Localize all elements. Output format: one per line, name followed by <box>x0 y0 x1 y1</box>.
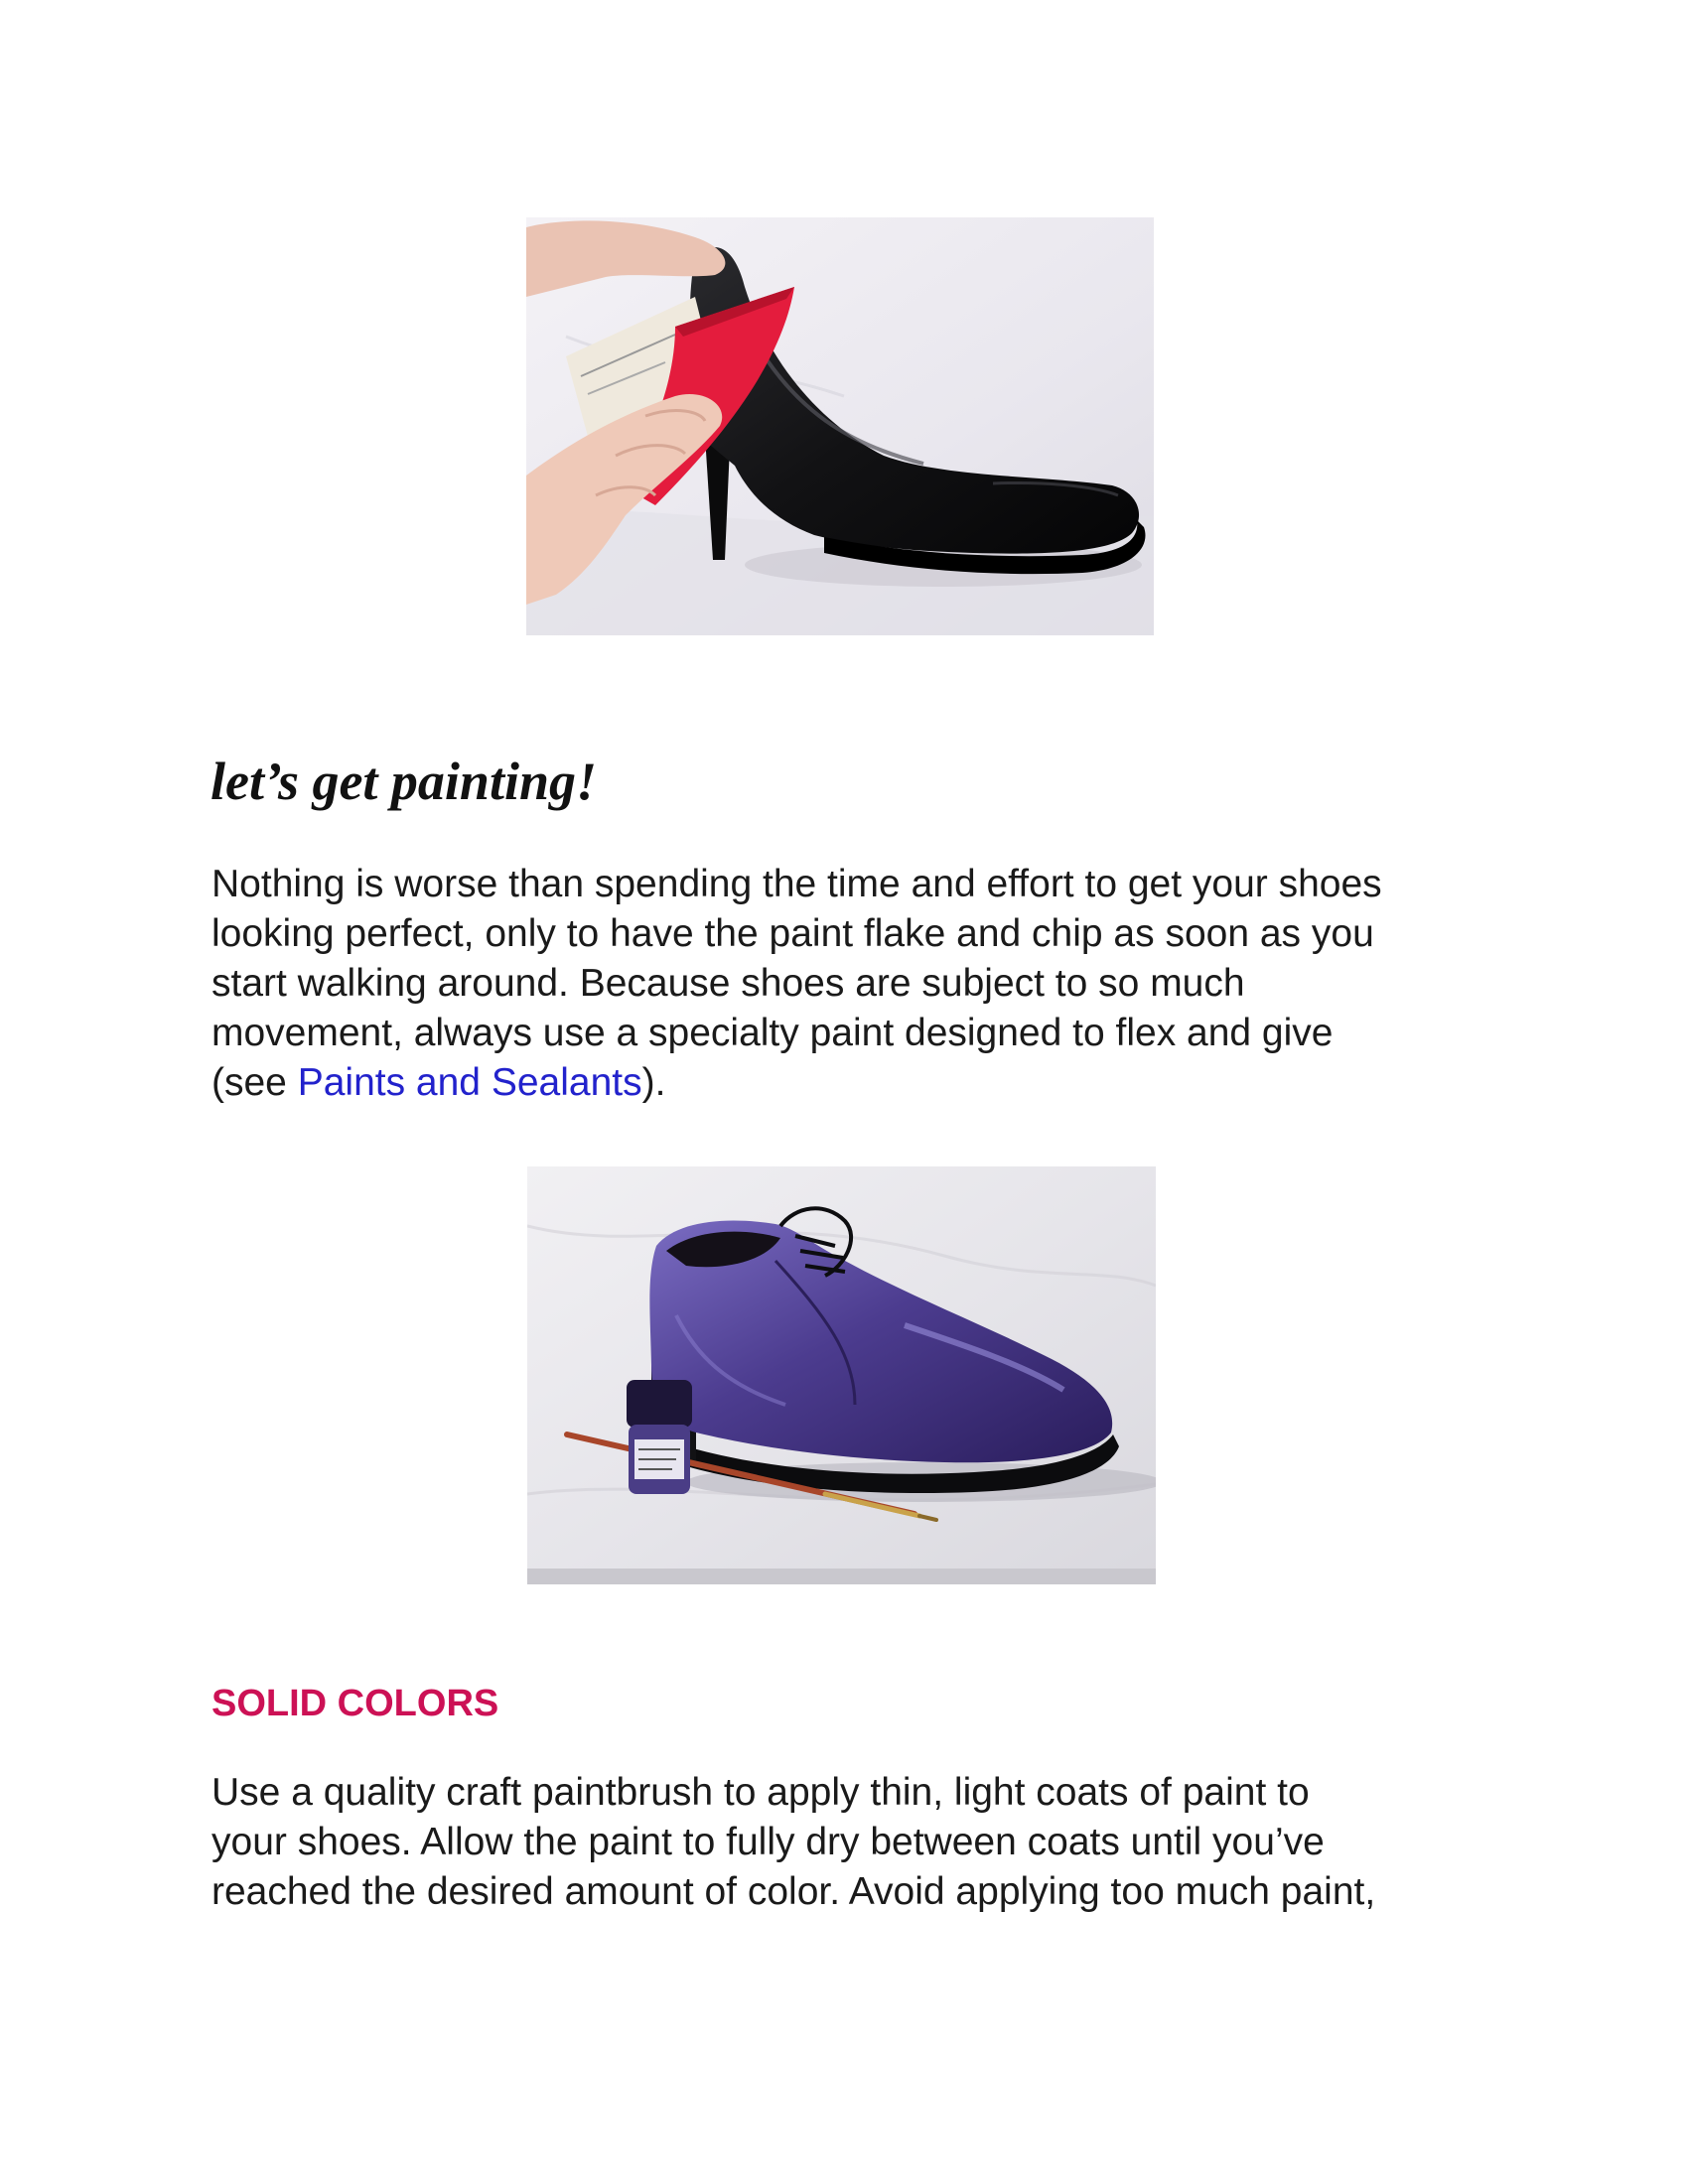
link-suffix-text: ). <box>641 1061 666 1104</box>
paragraph-line: start walking around. Because shoes are subject to so much <box>211 962 1245 1005</box>
painted-purple-oxford-photo <box>527 1166 1156 1584</box>
sanding-high-heel-photo <box>526 217 1154 635</box>
paragraph-line: looking perfect, only to have the paint flake and chip as soon as you <box>211 912 1374 955</box>
paragraph-line: movement, always use a specialty paint designed to flex and give <box>211 1012 1334 1054</box>
paragraph-line: your shoes. Allow the paint to fully dry between coats until you’ve <box>211 1821 1325 1863</box>
purple-oxford-illustration <box>527 1166 1156 1584</box>
link-prefix-text: (see <box>211 1061 298 1104</box>
paragraph-line: Nothing is worse than spending the time and effort to get your shoes <box>211 863 1382 905</box>
paragraph-line-with-link <box>211 1058 1522 1108</box>
paragraph-line: Use a quality craft paintbrush to apply thin, light coats of paint to <box>211 1771 1310 1814</box>
paragraph-line: reached the desired amount of color. Avoid applying too much paint, <box>211 1870 1376 1913</box>
intro-paragraph <box>211 860 1522 1108</box>
solid-colors-paragraph <box>211 1768 1522 1917</box>
paints-and-sealants-link[interactable]: Paints and Sealants <box>297 1061 642 1104</box>
sanding-high-heel-illustration <box>526 217 1154 635</box>
page-title: let’s get painting! <box>211 751 598 811</box>
solid-colors-heading: SOLID COLORS <box>211 1683 499 1724</box>
